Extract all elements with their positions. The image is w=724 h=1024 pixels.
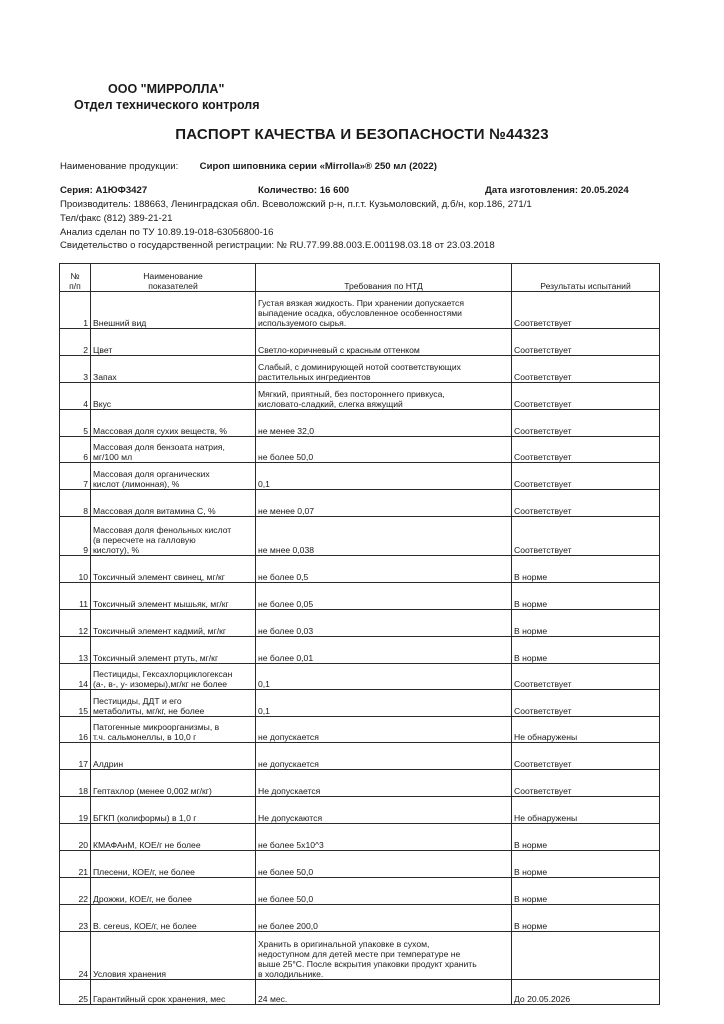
row-indicator-name: Условия хранения	[91, 932, 256, 980]
quality-table	[59, 263, 660, 1005]
table-row	[60, 878, 660, 905]
row-indicator-name: Запах	[91, 356, 256, 383]
table-row	[60, 583, 660, 610]
row-indicator-name: Токсичный элемент кадмий, мг/кг	[91, 610, 256, 637]
row-number: 7	[60, 463, 91, 490]
row-result: Соответствует	[512, 743, 660, 770]
product-line	[60, 161, 437, 172]
row-requirement: не менее 0,07	[256, 490, 512, 517]
company-name: ООО "МИРРОЛЛА"	[108, 82, 225, 96]
row-number: 3	[60, 356, 91, 383]
row-result	[512, 932, 660, 980]
header-num: № п/п	[60, 264, 91, 292]
row-requirement: 24 мес.	[256, 980, 512, 1005]
row-result: В норме	[512, 878, 660, 905]
row-number: 2	[60, 329, 91, 356]
row-indicator-name: Цвет	[91, 329, 256, 356]
row-requirement: не допускается	[256, 717, 512, 743]
row-requirement: не менее 32,0	[256, 410, 512, 437]
row-requirement: не более 0,5	[256, 556, 512, 583]
table-row	[60, 292, 660, 329]
row-indicator-name: Токсичный элемент свинец, мг/кг	[91, 556, 256, 583]
table-row	[60, 905, 660, 932]
row-result: В норме	[512, 637, 660, 664]
row-number: 16	[60, 717, 91, 743]
row-requirement: Хранить в оригинальной упаковке в сухом, недоступном для детей месте при температуре не выше 25°С. После вскрытия упаковки продукт хранить в холодильнике.	[256, 932, 512, 980]
row-requirement: 0,1	[256, 664, 512, 690]
table-row	[60, 556, 660, 583]
table-row	[60, 383, 660, 410]
table-row	[60, 664, 660, 690]
row-indicator-name: Массовая доля органических кислот (лимонная), %	[91, 463, 256, 490]
row-result: Соответствует	[512, 690, 660, 717]
row-requirement: не более 50,0	[256, 878, 512, 905]
document-title: ПАСПОРТ КАЧЕСТВА И БЕЗОПАСНОСТИ №44323	[175, 126, 549, 143]
product-value: Сироп шиповника серии «Mirrolla»® 250 мл (2022)	[199, 161, 437, 172]
row-requirement: не более 0,01	[256, 637, 512, 664]
row-number: 17	[60, 743, 91, 770]
table-row	[60, 932, 660, 980]
table-row	[60, 490, 660, 517]
row-number: 13	[60, 637, 91, 664]
row-number: 10	[60, 556, 91, 583]
header-name: Наименование показателей	[91, 264, 256, 292]
quantity-label: Количество:	[258, 185, 318, 196]
row-requirement: не более 200,0	[256, 905, 512, 932]
table-row	[60, 463, 660, 490]
row-number: 15	[60, 690, 91, 717]
row-requirement: Не допускаются	[256, 797, 512, 824]
row-result: Соответствует	[512, 664, 660, 690]
row-indicator-name: Пестициды, ДДТ и его метаболиты, мг/кг, не более	[91, 690, 256, 717]
table-row	[60, 437, 660, 463]
table-row	[60, 690, 660, 717]
certificate-line: Свидетельство о государственной регистрации: № RU.77.99.88.003.Е.001198.03.18 от 23.03.2018	[60, 240, 495, 251]
row-indicator-name: Дрожжи, КОЕ/г, не более	[91, 878, 256, 905]
product-label: Наименование продукции:	[60, 161, 179, 172]
row-result: В норме	[512, 583, 660, 610]
row-requirement: не допускается	[256, 743, 512, 770]
row-number: 11	[60, 583, 91, 610]
series-value: А1ЮФ3427	[95, 185, 148, 196]
header-requirements: Требования по НТД	[256, 264, 512, 292]
row-indicator-name: Алдрин	[91, 743, 256, 770]
row-requirement: 0,1	[256, 690, 512, 717]
phone-line: Тел/факс (812) 389-21-21	[60, 213, 173, 224]
row-result: Соответствует	[512, 490, 660, 517]
row-number: 24	[60, 932, 91, 980]
table-row	[60, 410, 660, 437]
row-requirement: не более 0,05	[256, 583, 512, 610]
quantity-value: 16 600	[319, 185, 350, 196]
date-value: 20.05.2024	[580, 185, 629, 196]
row-result: Не обнаружены	[512, 797, 660, 824]
manufacturer-value: 188663, Ленинградская обл. Всеволожский р-н, п.г.т. Кузьмоловский, д.б/н, кор.186, 271/1	[133, 199, 532, 210]
row-indicator-name: Гарантийный срок хранения, мес	[91, 980, 256, 1005]
date-field	[485, 185, 629, 196]
row-requirement: Светло-коричневый с красным оттенком	[256, 329, 512, 356]
row-number: 21	[60, 851, 91, 878]
row-result: Соответствует	[512, 770, 660, 797]
table-row	[60, 851, 660, 878]
table-header-row	[60, 264, 660, 292]
row-number: 12	[60, 610, 91, 637]
row-requirement: не более 0,03	[256, 610, 512, 637]
table-row	[60, 980, 660, 1005]
row-result: Соответствует	[512, 437, 660, 463]
department-name: Отдел технического контроля	[74, 98, 260, 112]
row-result: Соответствует	[512, 356, 660, 383]
table-row	[60, 743, 660, 770]
manufacturer-line	[60, 199, 532, 210]
row-requirement: не более 50,0	[256, 851, 512, 878]
row-indicator-name: Массовая доля бензоата натрия, мг/100 мл	[91, 437, 256, 463]
row-result: Соответствует	[512, 410, 660, 437]
row-number: 22	[60, 878, 91, 905]
row-indicator-name: Токсичный элемент ртуть, мг/кг	[91, 637, 256, 664]
row-number: 9	[60, 517, 91, 556]
row-result: Не обнаружены	[512, 717, 660, 743]
row-number: 25	[60, 980, 91, 1005]
row-number: 1	[60, 292, 91, 329]
row-result: В норме	[512, 556, 660, 583]
row-result: В норме	[512, 851, 660, 878]
row-indicator-name: Внешний вид	[91, 292, 256, 329]
row-result: Соответствует	[512, 517, 660, 556]
row-result: Соответствует	[512, 292, 660, 329]
table-row	[60, 517, 660, 556]
table-row	[60, 797, 660, 824]
row-requirement: Не допускается	[256, 770, 512, 797]
row-requirement: Слабый, с доминирующей нотой соответствующих растительных ингредиентов	[256, 356, 512, 383]
row-number: 19	[60, 797, 91, 824]
row-indicator-name: Массовая доля фенольных кислот (в пересчете на галловую кислоту), %	[91, 517, 256, 556]
row-number: 6	[60, 437, 91, 463]
row-requirement: Мягкий, приятный, без постороннего привкуса, кисловато-сладкий, слегка вяжущий	[256, 383, 512, 410]
row-indicator-name: Токсичный элемент мышьяк, мг/кг	[91, 583, 256, 610]
table-row	[60, 356, 660, 383]
row-number: 20	[60, 824, 91, 851]
row-result: В норме	[512, 905, 660, 932]
row-indicator-name: В. cereus, КОЕ/г, не более	[91, 905, 256, 932]
analysis-line: Анализ сделан по ТУ 10.89.19-018-63056800-16	[60, 227, 274, 238]
row-requirement: Густая вязкая жидкость. При хранении допускается выпадение осадка, обусловленное особенностями используемого сырья.	[256, 292, 512, 329]
row-indicator-name: Массовая доля сухих веществ, %	[91, 410, 256, 437]
table-row	[60, 329, 660, 356]
row-number: 14	[60, 664, 91, 690]
row-indicator-name: БГКП (колиформы) в 1,0 г	[91, 797, 256, 824]
table-row	[60, 610, 660, 637]
row-number: 4	[60, 383, 91, 410]
table-row	[60, 824, 660, 851]
row-indicator-name: Гептахлор (менее 0,002 мг/кг)	[91, 770, 256, 797]
row-indicator-name: Пестициды, Гексахлорциклогексан (а-, в-, у- изомеры),мг/кг не более	[91, 664, 256, 690]
date-label: Дата изготовления:	[485, 185, 579, 196]
row-indicator-name: Массовая доля витамина С, %	[91, 490, 256, 517]
row-indicator-name: Вкус	[91, 383, 256, 410]
row-requirement: не более 5х10^3	[256, 824, 512, 851]
table-row	[60, 637, 660, 664]
row-result: Соответствует	[512, 383, 660, 410]
row-number: 5	[60, 410, 91, 437]
row-requirement: 0,1	[256, 463, 512, 490]
row-result: В норме	[512, 824, 660, 851]
table-row	[60, 717, 660, 743]
row-indicator-name: Плесени, КОЕ/г, не более	[91, 851, 256, 878]
row-result: Соответствует	[512, 463, 660, 490]
row-result: До 20.05.2026	[512, 980, 660, 1005]
row-indicator-name: КМАФАнМ, КОЕ/г не более	[91, 824, 256, 851]
series-field	[60, 185, 147, 196]
table-row	[60, 770, 660, 797]
manufacturer-label: Производитель:	[60, 199, 131, 210]
row-requirement: не более 50,0	[256, 437, 512, 463]
series-label: Серия:	[60, 185, 93, 196]
row-number: 18	[60, 770, 91, 797]
row-result: Соответствует	[512, 329, 660, 356]
row-number: 8	[60, 490, 91, 517]
row-requirement: не мнее 0,038	[256, 517, 512, 556]
quantity-field	[258, 185, 349, 196]
row-indicator-name: Патогенные микроорганизмы, в т.ч. сальмонеллы, в 10,0 г	[91, 717, 256, 743]
row-result: В норме	[512, 610, 660, 637]
row-number: 23	[60, 905, 91, 932]
header-results: Результаты испытаний	[512, 264, 660, 292]
